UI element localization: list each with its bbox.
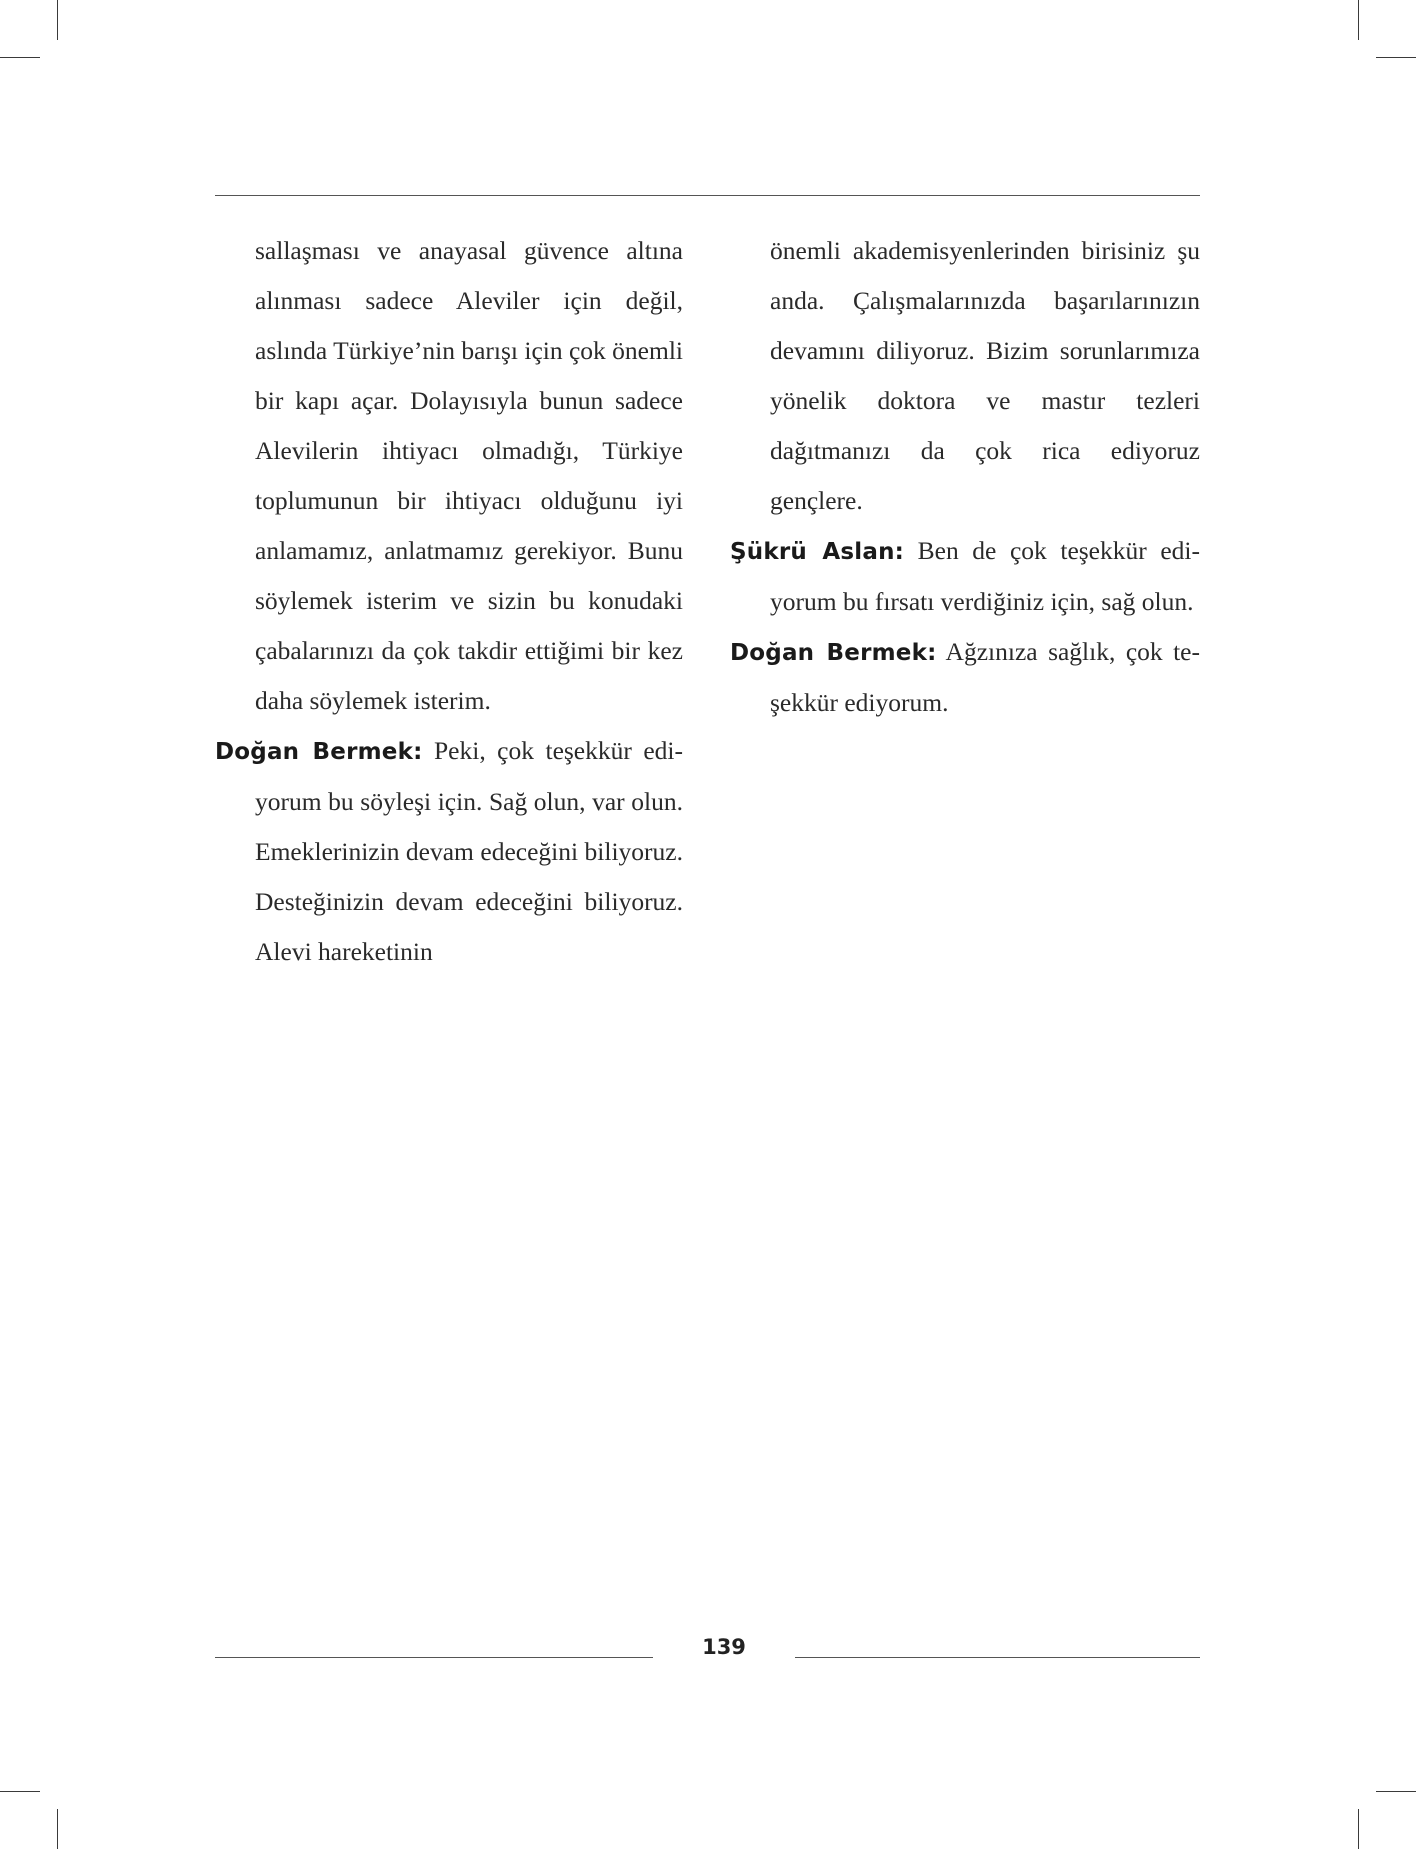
speech-text: Ağzınıza sağlık, çok teşekkür ediyorum. — [770, 637, 1201, 717]
page-number: 139 — [702, 1635, 746, 1659]
continuation-paragraph: önemli akademisyenlerinden birisiniz şu anda. Çalışmalarınızda başarılarınızın devamını diliyoruz. Bizim sorunlarımıza yönelik doktora ve mastır tezleri dağıtmanızı da çok rica ediyoruz gençlere. — [770, 236, 1200, 515]
speech-text: Peki, çok teşekkür ediyorum bu söyleşi için. Sağ olun, var olun. Emeklerinizin devam edeceğini biliyoruz. Desteğinizin devam edeceğini biliyoruz. Alevi hareketinin — [255, 736, 683, 966]
crop-mark-bottom-right-h — [1376, 1791, 1416, 1792]
footer-rule-left — [215, 1657, 653, 1658]
speaker-separator: : — [894, 539, 905, 565]
speech-paragraph — [215, 726, 683, 977]
crop-mark-top-left-v — [57, 0, 58, 40]
crop-mark-bottom-left-h — [0, 1791, 40, 1792]
crop-mark-top-right-h — [1376, 57, 1416, 58]
speech-text: Ben de çok teşekkür ediyorum bu fırsatı verdiğiniz için, sağ olun. — [770, 536, 1200, 616]
page-footer — [215, 1635, 1200, 1665]
continuation-paragraph: sallaşması ve anayasal güvence altına alınması sadece Aleviler için değil, aslında Türkiye’nin barışı için çok önemli bir kapı açar. Dolayısıyla bunun sadece Alevilerin ihtiyacı olmadığı, Türkiye toplumunun bir ihtiyacı olduğunu iyi anlamamız, anlatmamız gerekiyor. Bunu söylemek isterim ve sizin bu konudaki çabalarınızı da çok takdir ettiğimi bir kez daha söylemek isterim. — [255, 236, 683, 715]
crop-mark-bottom-right-v — [1358, 1809, 1359, 1849]
left-column — [215, 226, 683, 977]
header-rule — [215, 195, 1200, 196]
crop-mark-top-left-h — [0, 57, 40, 58]
crop-mark-top-right-v — [1358, 0, 1359, 40]
speech-paragraph — [730, 526, 1200, 627]
speaker-name: Doğan Bermek — [730, 640, 928, 666]
speaker-separator: : — [413, 739, 423, 765]
speaker-name: Şükrü Aslan — [730, 539, 895, 565]
speech-paragraph — [730, 627, 1200, 728]
footer-rule-right — [795, 1657, 1200, 1658]
speaker-separator: : — [927, 640, 937, 666]
crop-mark-bottom-left-v — [57, 1809, 58, 1849]
right-column — [730, 226, 1200, 728]
speaker-name: Doğan Bermek — [215, 739, 414, 765]
